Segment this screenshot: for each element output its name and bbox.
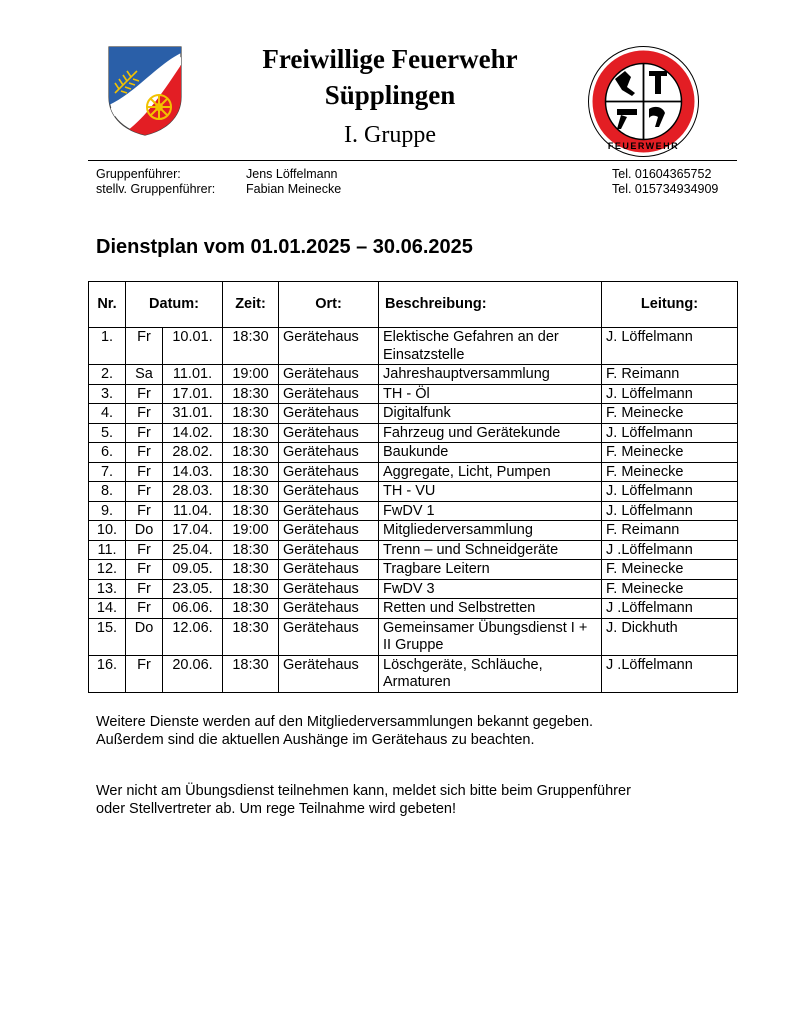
- cell-leitung: J .Löffelmann: [602, 655, 738, 692]
- table-row: [89, 521, 738, 541]
- cell-day: Fr: [126, 599, 163, 619]
- cell-day: Fr: [126, 328, 163, 365]
- cell-time: 19:00: [223, 521, 279, 541]
- staff-role-leader: Gruppenführer:: [96, 167, 181, 181]
- cell-day: Fr: [126, 443, 163, 463]
- cell-date: 11.01.: [163, 365, 223, 385]
- cell-place: Gerätehaus: [279, 384, 379, 404]
- cell-time: 18:30: [223, 384, 279, 404]
- table-row: [89, 365, 738, 385]
- cell-leitung: J. Dickhuth: [602, 618, 738, 655]
- cell-leitung: J. Löffelmann: [602, 482, 738, 502]
- cell-day: Fr: [126, 462, 163, 482]
- cell-day: Fr: [126, 579, 163, 599]
- cell-time: 18:30: [223, 501, 279, 521]
- cell-description: Elektische Gefahren an der Einsatzstelle: [379, 328, 602, 365]
- cell-date: 06.06.: [163, 599, 223, 619]
- cell-time: 18:30: [223, 443, 279, 463]
- cell-place: Gerätehaus: [279, 618, 379, 655]
- cell-nr: 13.: [89, 579, 126, 599]
- table-row: [89, 482, 738, 502]
- table-row: [89, 462, 738, 482]
- cell-description: Aggregate, Licht, Pumpen: [379, 462, 602, 482]
- note-line-4: oder Stellvertreter ab. Um rege Teilnahme wird gebeten!: [96, 801, 457, 817]
- cell-place: Gerätehaus: [279, 443, 379, 463]
- cell-description: Löschgeräte, Schläuche, Armaturen: [379, 655, 602, 692]
- cell-description: Baukunde: [379, 443, 602, 463]
- cell-time: 18:30: [223, 404, 279, 424]
- coat-of-arms-icon: [107, 45, 183, 137]
- cell-date: 23.05.: [163, 579, 223, 599]
- subtitle: I. Gruppe: [344, 122, 436, 148]
- cell-nr: 11.: [89, 540, 126, 560]
- note-line-3: Wer nicht am Übungsdienst teilnehmen kann, meldet sich bitte beim Gruppenführer: [96, 783, 631, 799]
- cell-place: Gerätehaus: [279, 579, 379, 599]
- staff-phone-leader: Tel. 01604365752: [612, 167, 712, 181]
- cell-place: Gerätehaus: [279, 462, 379, 482]
- cell-description: TH - Öl: [379, 384, 602, 404]
- col-header-zeit: Zeit:: [223, 282, 279, 328]
- cell-day: Fr: [126, 404, 163, 424]
- table-row: [89, 599, 738, 619]
- cell-date: 14.03.: [163, 462, 223, 482]
- schedule-table: [88, 281, 738, 693]
- cell-nr: 4.: [89, 404, 126, 424]
- cell-day: Sa: [126, 365, 163, 385]
- table-row: [89, 655, 738, 692]
- cell-description: Gemeinsamer Übungsdienst I + II Gruppe: [379, 618, 602, 655]
- emblem-text: FEUERWEHR: [607, 141, 680, 151]
- cell-leitung: J. Löffelmann: [602, 328, 738, 365]
- col-header-ort: Ort:: [279, 282, 379, 328]
- cell-place: Gerätehaus: [279, 560, 379, 580]
- cell-description: Digitalfunk: [379, 404, 602, 424]
- cell-nr: 2.: [89, 365, 126, 385]
- cell-date: 28.02.: [163, 443, 223, 463]
- cell-place: Gerätehaus: [279, 328, 379, 365]
- cell-day: Do: [126, 521, 163, 541]
- cell-day: Fr: [126, 540, 163, 560]
- cell-date: 17.04.: [163, 521, 223, 541]
- cell-description: TH - VU: [379, 482, 602, 502]
- cell-time: 19:00: [223, 365, 279, 385]
- schedule-heading: Dienstplan vom 01.01.2025 – 30.06.2025: [96, 236, 473, 258]
- cell-leitung: F. Meinecke: [602, 579, 738, 599]
- cell-nr: 15.: [89, 618, 126, 655]
- staff-role-deputy: stellv. Gruppenführer:: [96, 182, 216, 196]
- feuerwehr-emblem-icon: [587, 45, 700, 158]
- cell-day: Fr: [126, 501, 163, 521]
- cell-date: 31.01.: [163, 404, 223, 424]
- cell-description: FwDV 3: [379, 579, 602, 599]
- table-row: [89, 540, 738, 560]
- cell-day: Fr: [126, 384, 163, 404]
- cell-leitung: F. Reimann: [602, 521, 738, 541]
- table-row: [89, 423, 738, 443]
- table-header-row: [89, 282, 738, 328]
- cell-place: Gerätehaus: [279, 404, 379, 424]
- cell-nr: 5.: [89, 423, 126, 443]
- cell-place: Gerätehaus: [279, 599, 379, 619]
- cell-nr: 16.: [89, 655, 126, 692]
- cell-nr: 7.: [89, 462, 126, 482]
- cell-time: 18:30: [223, 599, 279, 619]
- cell-nr: 6.: [89, 443, 126, 463]
- cell-leitung: F. Meinecke: [602, 462, 738, 482]
- cell-day: Fr: [126, 423, 163, 443]
- cell-place: Gerätehaus: [279, 365, 379, 385]
- title-line-2: Süpplingen: [324, 80, 456, 110]
- cell-place: Gerätehaus: [279, 540, 379, 560]
- cell-leitung: F. Reimann: [602, 365, 738, 385]
- cell-day: Fr: [126, 655, 163, 692]
- staff-phone-deputy: Tel. 015734934909: [612, 182, 719, 196]
- cell-time: 18:30: [223, 560, 279, 580]
- cell-day: Fr: [126, 560, 163, 580]
- col-header-nr: Nr.: [89, 282, 126, 328]
- note-line-1: Weitere Dienste werden auf den Mitgliederversammlungen bekannt gegeben.: [96, 714, 594, 730]
- table-row: [89, 404, 738, 424]
- cell-nr: 14.: [89, 599, 126, 619]
- table-row: [89, 443, 738, 463]
- cell-leitung: F. Meinecke: [602, 443, 738, 463]
- cell-leitung: J .Löffelmann: [602, 599, 738, 619]
- cell-date: 25.04.: [163, 540, 223, 560]
- table-row: [89, 579, 738, 599]
- table-row: [89, 618, 738, 655]
- cell-time: 18:30: [223, 482, 279, 502]
- cell-time: 18:30: [223, 579, 279, 599]
- cell-time: 18:30: [223, 328, 279, 365]
- cell-time: 18:30: [223, 540, 279, 560]
- cell-description: Trenn – und Schneidgeräte: [379, 540, 602, 560]
- cell-date: 10.01.: [163, 328, 223, 365]
- cell-leitung: J. Löffelmann: [602, 501, 738, 521]
- cell-time: 18:30: [223, 423, 279, 443]
- cell-nr: 8.: [89, 482, 126, 502]
- cell-time: 18:30: [223, 462, 279, 482]
- staff-name-deputy: Fabian Meinecke: [246, 182, 342, 196]
- col-header-leitung: Leitung:: [602, 282, 738, 328]
- note-line-2: Außerdem sind die aktuellen Aushänge im Gerätehaus zu beachten.: [96, 732, 535, 748]
- table-row: [89, 560, 738, 580]
- cell-date: 11.04.: [163, 501, 223, 521]
- table-body: [89, 328, 738, 693]
- cell-date: 09.05.: [163, 560, 223, 580]
- cell-nr: 1.: [89, 328, 126, 365]
- cell-nr: 9.: [89, 501, 126, 521]
- cell-date: 14.02.: [163, 423, 223, 443]
- cell-date: 28.03.: [163, 482, 223, 502]
- table-row: [89, 384, 738, 404]
- cell-time: 18:30: [223, 618, 279, 655]
- cell-description: Tragbare Leitern: [379, 560, 602, 580]
- cell-leitung: F. Meinecke: [602, 404, 738, 424]
- cell-place: Gerätehaus: [279, 521, 379, 541]
- cell-place: Gerätehaus: [279, 423, 379, 443]
- header-divider: [88, 160, 737, 161]
- cell-description: Mitgliederversammlung: [379, 521, 602, 541]
- cell-day: Fr: [126, 482, 163, 502]
- cell-leitung: J .Löffelmann: [602, 540, 738, 560]
- table-row: [89, 328, 738, 365]
- cell-description: Jahreshauptversammlung: [379, 365, 602, 385]
- cell-leitung: F. Meinecke: [602, 560, 738, 580]
- col-header-beschreibung: Beschreibung:: [379, 282, 602, 328]
- cell-nr: 10.: [89, 521, 126, 541]
- cell-date: 17.01.: [163, 384, 223, 404]
- cell-date: 20.06.: [163, 655, 223, 692]
- cell-nr: 12.: [89, 560, 126, 580]
- col-header-datum: Datum:: [126, 282, 223, 328]
- cell-place: Gerätehaus: [279, 482, 379, 502]
- title-line-1: Freiwillige Feuerwehr: [262, 44, 518, 74]
- cell-place: Gerätehaus: [279, 501, 379, 521]
- cell-description: Fahrzeug und Gerätekunde: [379, 423, 602, 443]
- cell-description: Retten und Selbstretten: [379, 599, 602, 619]
- cell-date: 12.06.: [163, 618, 223, 655]
- cell-description: FwDV 1: [379, 501, 602, 521]
- staff-name-leader: Jens Löffelmann: [246, 167, 338, 181]
- cell-day: Do: [126, 618, 163, 655]
- cell-place: Gerätehaus: [279, 655, 379, 692]
- cell-nr: 3.: [89, 384, 126, 404]
- table-row: [89, 501, 738, 521]
- cell-leitung: J. Löffelmann: [602, 384, 738, 404]
- cell-time: 18:30: [223, 655, 279, 692]
- cell-leitung: J. Löffelmann: [602, 423, 738, 443]
